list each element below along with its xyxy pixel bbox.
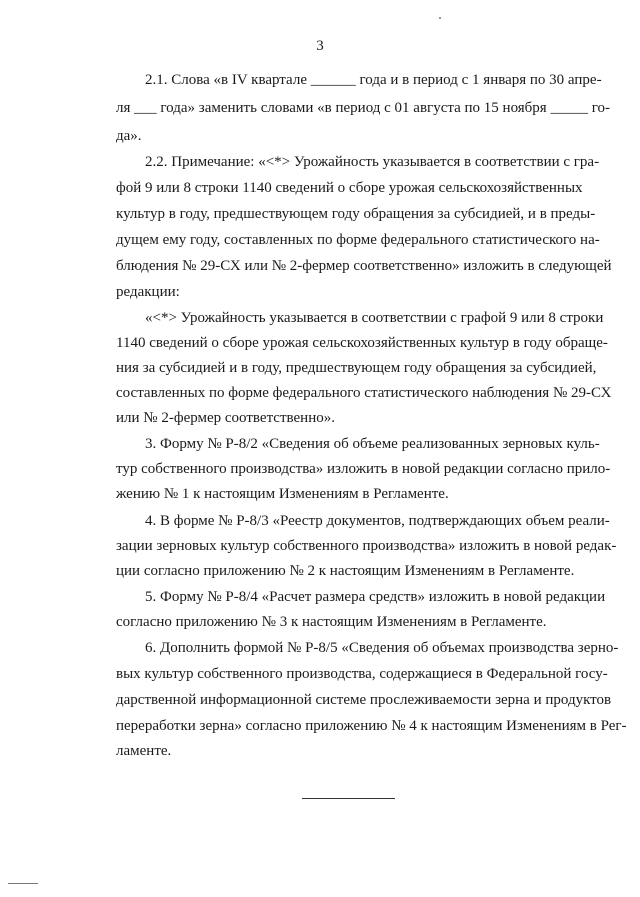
item-6-line: переработки зерна» согласно приложению № 4 к настоящим Изменениям в Рег- [116, 718, 627, 734]
quoted-note-line: составленных по форме федерального статистического наблюдения № 29-СХ [116, 385, 612, 401]
quoted-note-line: 1140 сведений о сборе урожая сельскохозяйственных культур в году обраще- [116, 335, 608, 351]
paragraph-2-2-line: редакции: [116, 284, 180, 300]
paragraph-2-2-line: фой 9 или 8 строки 1140 сведений о сборе урожая сельскохозяйственных [116, 180, 583, 196]
item-6-line: 6. Дополнить формой № Р-8/5 «Сведения об объемах производства зерно- [145, 640, 619, 656]
paragraph-2-1-line: да». [116, 128, 142, 144]
item-4-line: 4. В форме № Р-8/3 «Реестр документов, подтверждающих объем реали- [145, 513, 610, 529]
scan-speck [439, 17, 441, 19]
paragraph-2-2-line: блюдения № 29-СХ или № 2-фермер соответственно» изложить в следующей [116, 258, 612, 274]
closing-rule [302, 798, 395, 799]
quoted-note-line: или № 2-фермер соответственно». [116, 410, 335, 426]
edge-mark [8, 883, 38, 884]
quoted-note-line: «<*> Урожайность указывается в соответствии с графой 9 или 8 строки [145, 310, 604, 326]
paragraph-2-1-line: 2.1. Слова «в IV квартале ______ года и в период с 1 января по 30 апре- [145, 72, 602, 88]
paragraph-2-1-line: ля ___ года» заменить словами «в период с 01 августа по 15 ноября _____ го- [116, 100, 610, 116]
item-6-line: ламенте. [116, 743, 172, 759]
item-4-line: ции согласно приложению № 2 к настоящим Изменениям в Регламенте. [116, 563, 575, 579]
item-3-line: тур собственного производства» изложить в новой редакции согласно прило- [116, 461, 611, 477]
item-6-line: дарственной информационной системе прослеживаемости зерна и продуктов [116, 692, 612, 708]
item-4-line: зации зерновых культур собственного производства» изложить в новой редак- [116, 538, 617, 554]
paragraph-2-2-line: 2.2. Примечание: «<*> Урожайность указывается в соответствии с гра- [145, 154, 600, 170]
item-3-line: жению № 1 к настоящим Изменениям в Регламенте. [116, 486, 449, 502]
quoted-note-line: ния за субсидией и в году, предшествующем году обращения за субсидией, [116, 360, 597, 376]
item-5-line: 5. Форму № Р-8/4 «Расчет размера средств» изложить в новой редакции [145, 589, 606, 605]
page-number: 3 [316, 38, 324, 54]
item-3-line: 3. Форму № Р-8/2 «Сведения об объеме реализованных зерновых куль- [145, 436, 600, 452]
paragraph-2-2-line: дущем ему году, составленных по форме федерального статистического на- [116, 232, 600, 248]
paragraph-2-2-line: культур в году, предшествующем году обращения за субсидией, и в преды- [116, 206, 596, 222]
item-6-line: вых культур собственного производства, содержащиеся в Федеральной госу- [116, 666, 608, 682]
item-5-line: согласно приложению № 3 к настоящим Изменениям в Регламенте. [116, 614, 547, 630]
